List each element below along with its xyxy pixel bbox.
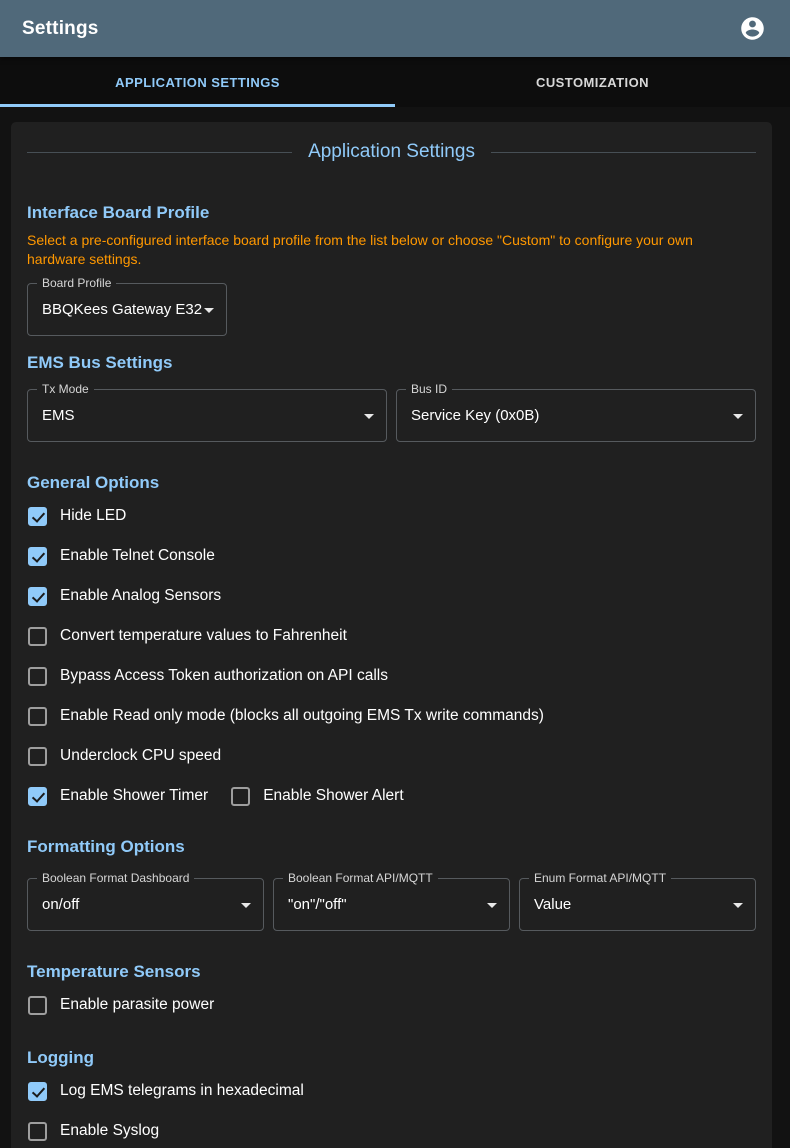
interface-board-note: Select a pre-configured interface board profile from the list below or choose "Custom" to configure your own hardware settings.	[27, 232, 693, 267]
boolean-format-api-select[interactable]	[273, 871, 510, 931]
checkbox-icon[interactable]	[28, 1122, 47, 1141]
chevron-down-icon	[241, 903, 251, 908]
checkbox-hide-led[interactable]	[27, 496, 756, 536]
bus-id-select[interactable]	[396, 382, 756, 442]
account-circle-icon	[739, 15, 766, 42]
checkbox-underclock-cpu[interactable]	[27, 736, 756, 776]
checkbox-icon[interactable]	[28, 587, 47, 606]
checkbox-icon[interactable]	[28, 787, 47, 806]
checkbox-label: Enable Telnet Console	[60, 547, 215, 564]
checkbox-enable-syslog[interactable]	[27, 1111, 756, 1148]
checkbox-label: Enable Shower Timer	[60, 787, 209, 804]
tab-customization[interactable]	[395, 57, 790, 107]
enum-format-api-select[interactable]	[519, 871, 756, 931]
checkbox-icon[interactable]	[28, 627, 47, 646]
checkbox-icon[interactable]	[28, 1082, 47, 1101]
checkbox-label: Enable Syslog	[60, 1122, 160, 1139]
checkbox-read-only-mode[interactable]	[27, 696, 756, 736]
checkbox-convert-fahrenheit[interactable]	[27, 616, 756, 656]
checkbox-label: Log EMS telegrams in hexadecimal	[60, 1082, 304, 1099]
tab-application-settings[interactable]	[0, 57, 395, 107]
boolean-format-api-value: "on"/"off"	[288, 896, 347, 913]
checkbox-enable-parasite-power[interactable]	[27, 985, 756, 1025]
enum-format-api-value: Value	[534, 896, 572, 913]
account-button[interactable]	[732, 9, 772, 49]
heading-logging: Logging	[27, 1048, 95, 1067]
boolean-format-dashboard-select[interactable]	[27, 871, 264, 931]
bus-id-label: Bus ID	[406, 382, 452, 396]
heading-ems-bus-settings: EMS Bus Settings	[27, 353, 173, 372]
chevron-down-icon	[487, 903, 497, 908]
chevron-down-icon	[733, 414, 743, 419]
tab-bar	[0, 57, 790, 107]
bus-id-value: Service Key (0x0B)	[411, 407, 540, 424]
app-bar	[0, 0, 790, 57]
logging-options-list	[27, 1071, 756, 1148]
checkbox-enable-telnet-console[interactable]	[27, 536, 756, 576]
checkbox-icon[interactable]	[28, 507, 47, 526]
checkbox-bypass-access-token[interactable]	[27, 656, 756, 696]
boolean-format-api-label: Boolean Format API/MQTT	[283, 871, 438, 885]
board-profile-value: BBQKees Gateway E32	[42, 301, 203, 318]
checkbox-icon[interactable]	[28, 996, 47, 1015]
card-title-divider	[27, 140, 756, 164]
board-profile-select[interactable]	[27, 276, 227, 336]
divider-line	[491, 152, 756, 153]
boolean-format-dashboard-label: Boolean Format Dashboard	[37, 871, 194, 885]
settings-card	[11, 122, 772, 1148]
card-title: Application Settings	[308, 141, 475, 162]
checkbox-label: Enable Analog Sensors	[60, 587, 222, 604]
temperature-options-list	[27, 985, 756, 1025]
chevron-down-icon	[364, 414, 374, 419]
checkbox-label: Enable Shower Alert	[263, 787, 404, 804]
divider-line	[27, 152, 292, 153]
checkbox-label: Convert temperature values to Fahrenheit	[60, 627, 347, 644]
page-title: Settings	[22, 17, 99, 39]
tx-mode-select[interactable]	[27, 382, 387, 442]
checkbox-enable-shower-alert[interactable]	[230, 787, 403, 806]
heading-interface-board-profile: Interface Board Profile	[27, 203, 210, 222]
checkbox-icon[interactable]	[28, 547, 47, 566]
checkbox-label: Bypass Access Token authorization on API calls	[60, 667, 388, 684]
checkbox-icon[interactable]	[28, 747, 47, 766]
checkbox-icon[interactable]	[28, 667, 47, 686]
checkbox-enable-shower-timer[interactable]	[27, 787, 208, 806]
general-options-list	[27, 496, 756, 816]
checkbox-enable-analog-sensors[interactable]	[27, 576, 756, 616]
board-profile-label: Board Profile	[37, 276, 116, 290]
checkbox-label: Underclock CPU speed	[60, 747, 222, 764]
chevron-down-icon	[204, 308, 214, 313]
tx-mode-value: EMS	[42, 407, 75, 424]
heading-temperature-sensors: Temperature Sensors	[27, 962, 201, 981]
checkbox-icon[interactable]	[28, 707, 47, 726]
chevron-down-icon	[733, 903, 743, 908]
heading-formatting-options: Formatting Options	[27, 837, 185, 856]
tab-label: APPLICATION SETTINGS	[115, 74, 280, 90]
shower-options-row	[27, 776, 756, 816]
enum-format-api-label: Enum Format API/MQTT	[529, 871, 671, 885]
tab-label: CUSTOMIZATION	[536, 74, 649, 90]
heading-general-options: General Options	[27, 473, 160, 492]
checkbox-label: Enable parasite power	[60, 996, 215, 1013]
formatting-select-row	[27, 871, 756, 931]
checkbox-label: Enable Read only mode (blocks all outgoing EMS Tx write commands)	[60, 707, 544, 724]
checkbox-log-ems-hexadecimal[interactable]	[27, 1071, 756, 1111]
ems-bus-select-row	[27, 382, 756, 442]
checkbox-icon[interactable]	[231, 787, 250, 806]
checkbox-label: Hide LED	[60, 507, 127, 524]
tx-mode-label: Tx Mode	[37, 382, 94, 396]
boolean-format-dashboard-value: on/off	[42, 896, 80, 913]
